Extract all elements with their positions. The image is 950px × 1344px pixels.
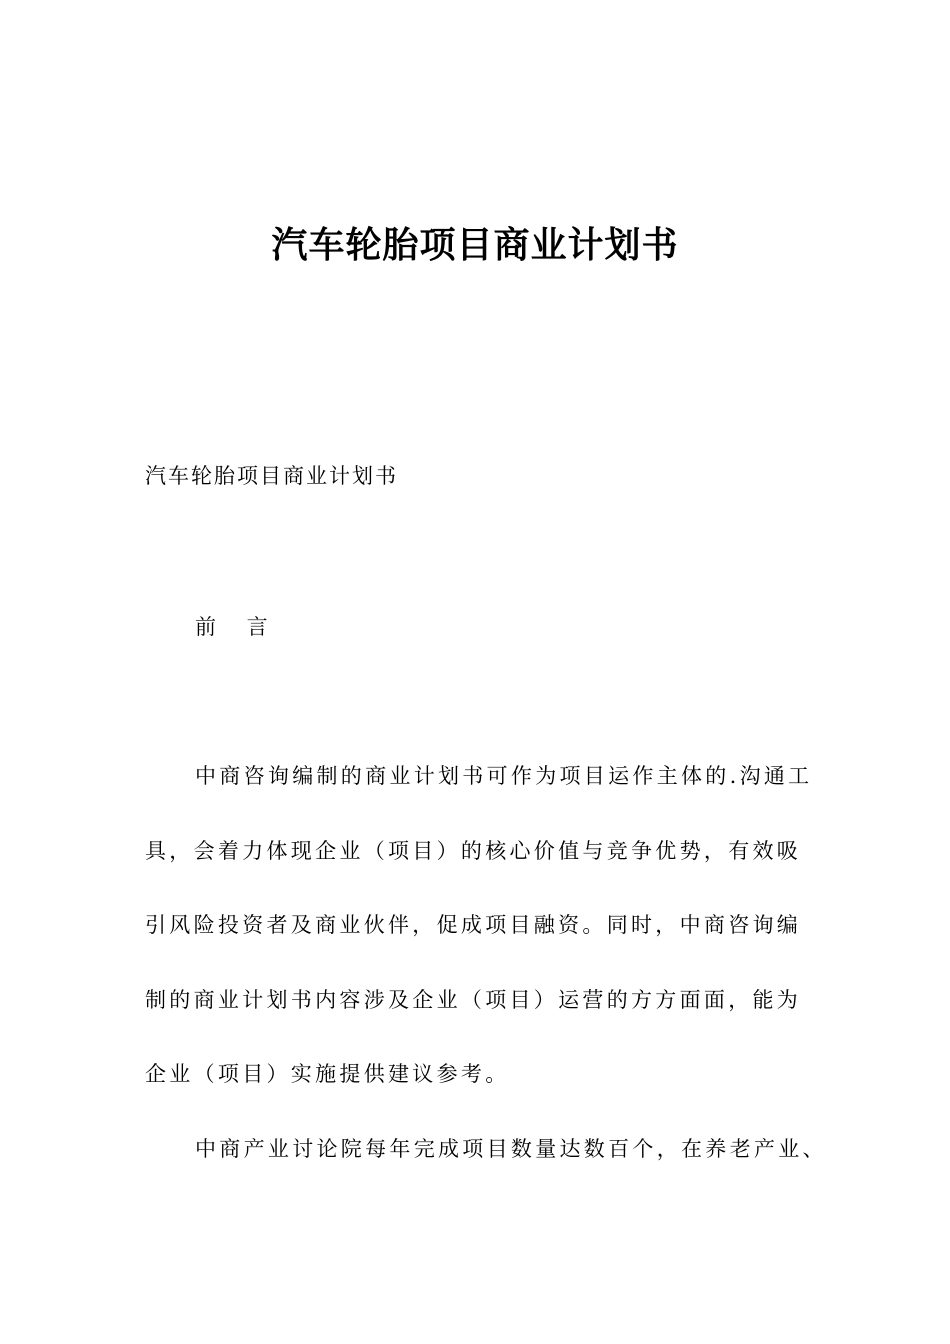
paragraph-line: 企业（项目）实施提供建议参考。 bbox=[145, 1062, 510, 1086]
paragraph-line: 中商产业讨论院每年完成项目数量达数百个，在养老产业、 bbox=[195, 1137, 827, 1161]
paragraph-line: 引风险投资者及商业伙伴，促成项目融资。同时，中商咨询编 bbox=[145, 913, 802, 937]
document-title: 汽车轮胎项目商业计划书 bbox=[271, 225, 679, 266]
section-heading-preface: 前 言 bbox=[195, 615, 280, 639]
document-subtitle: 汽车轮胎项目商业计划书 bbox=[145, 464, 398, 488]
paragraph-line: 具，会着力体现企业（项目）的核心价值与竞争优势，有效吸 bbox=[145, 839, 802, 863]
paragraph-line: 中商咨询编制的商业计划书可作为项目运作主体的.沟通工 bbox=[195, 764, 813, 788]
paragraph-line: 制的商业计划书内容涉及企业（项目）运营的方方面面，能为 bbox=[145, 988, 802, 1012]
